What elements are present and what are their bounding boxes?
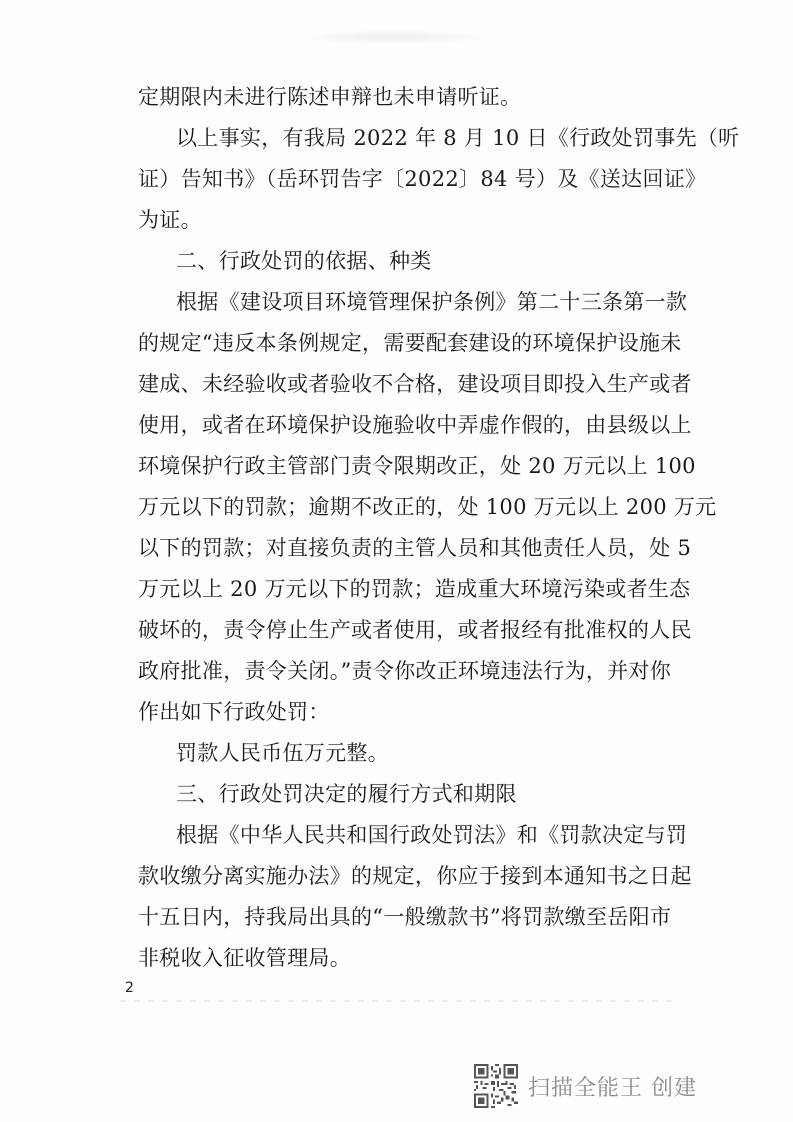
body-line-6: 根据《建设项目环境管理保护条例》第二十三条第一款 [176, 290, 688, 314]
body-line-16: 作出如下行政处罚： [138, 700, 330, 724]
qr-code-icon [474, 1064, 518, 1108]
body-line-8: 建成、未经验收或者验收不合格，建设项目即投入生产或者 [138, 372, 692, 396]
watermark-text: 扫描全能王 创建 [528, 1075, 697, 1101]
body-line-7: 的规定“违反本条例规定，需要配套建设的环境保护设施未 [138, 331, 682, 355]
body-line-15: 政府批准，责令关闭。”责令你改正环境违法行为，并对你 [138, 659, 672, 683]
body-line-21: 十五日内，持我局出具的“一般缴款书”将罚款缴至岳阳市 [138, 905, 672, 929]
body-line-4: 为证。 [138, 208, 202, 232]
body-line-1: 定期限内未进行陈述申辩也未申请听证。 [138, 85, 522, 109]
penalty-amount: 罚款人民币伍万元整。 [176, 741, 389, 765]
body-line-22: 非税收入征收管理局。 [138, 946, 351, 970]
body-line-11: 万元以下的罚款；逾期不改正的，处 100 万元以上 200 万元 [138, 495, 717, 519]
body-line-2: 以上事实，有我局 2022 年 8 月 10 日《行政处罚事先（听 [176, 126, 740, 150]
page-number: 2 [125, 980, 134, 996]
body-line-10: 环境保护行政主管部门责令限期改正，处 20 万元以上 100 [138, 454, 696, 478]
body-line-20: 款收缴分离实施办法》的规定，你应于接到本通知书之日起 [138, 864, 692, 888]
body-line-13: 万元以上 20 万元以下的罚款；造成重大环境污染或者生态 [138, 577, 691, 601]
body-line-19: 根据《中华人民共和国行政处罚法》和《罚款决定与罚 [176, 823, 688, 847]
scan-artifact [300, 30, 490, 44]
body-line-3: 证）告知书》（岳环罚告字〔2022〕84 号）及《送达回证》 [138, 167, 707, 191]
scanner-watermark [474, 1062, 697, 1110]
body-line-12: 以下的罚款；对直接负责的主管人员和其他责任人员，处 5 [138, 536, 692, 560]
body-line-14: 破坏的，责令停止生产或者使用，或者报经有批准权的人民 [138, 618, 692, 642]
section-heading-execution: 三、行政处罚决定的履行方式和期限 [176, 782, 517, 806]
body-line-9: 使用，或者在环境保护设施验收中弄虚作假的，由县级以上 [138, 413, 692, 437]
section-heading-basis: 二、行政处罚的依据、种类 [176, 249, 432, 273]
scan-edge-artifact [120, 1000, 680, 1002]
